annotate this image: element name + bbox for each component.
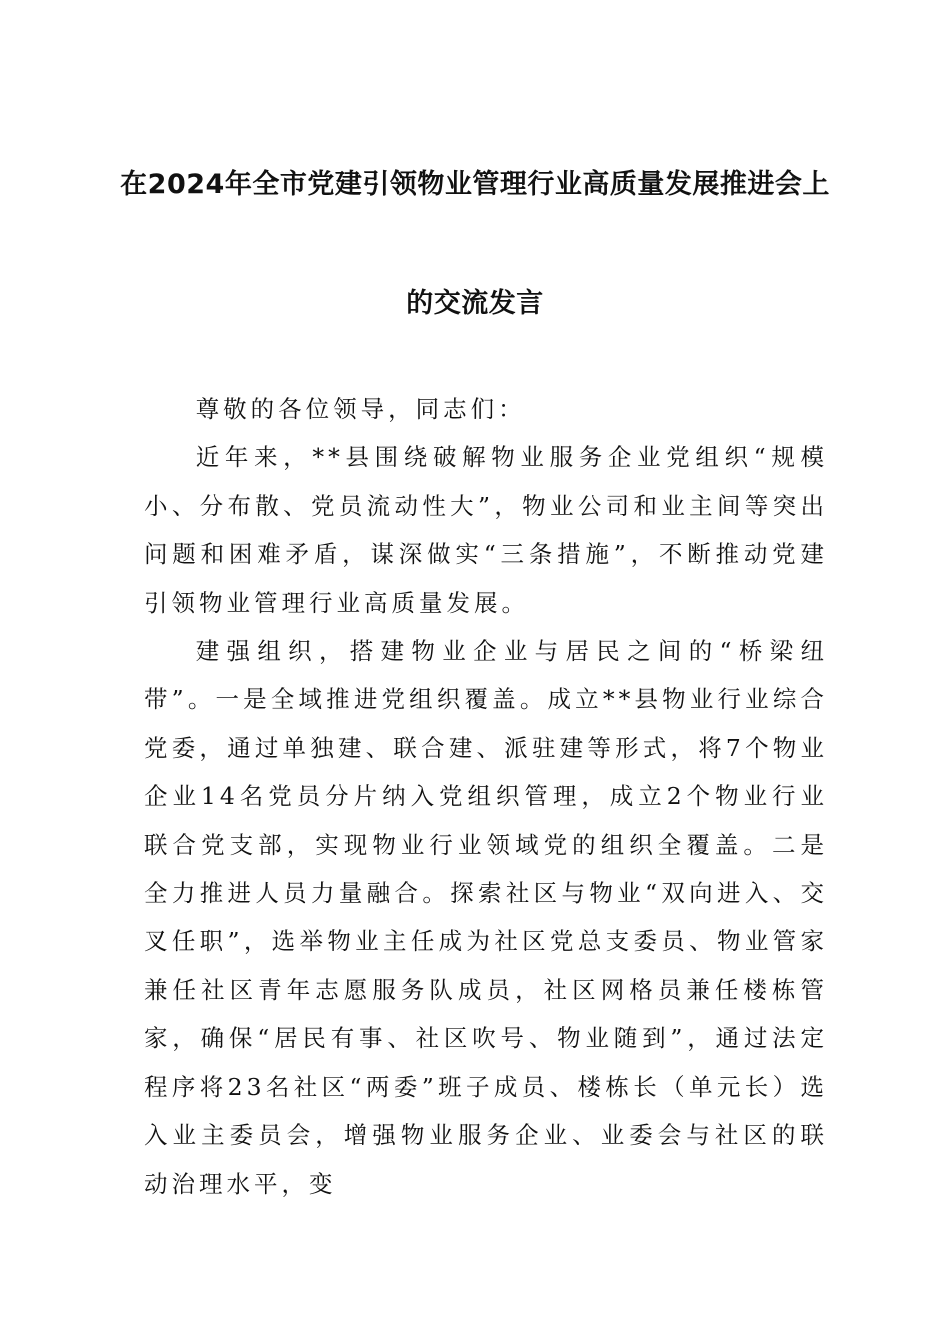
salutation: 尊敬的各位领导，同志们：: [195, 395, 526, 423]
paragraph-intro: 近年来，**县围绕破解物业服务企业党组织“规模小、分布散、党员流动性大”，物业公司和业主间等突出问题和困难矛盾，谋深做实“三条措施”，不断推动党建引领物业管理行业高质量发展。: [144, 443, 828, 617]
document-title-line-1: 在2024年全市党建引领物业管理行业高质量发展推进会上: [120, 169, 830, 200]
document-title-line-2: 的交流发言: [406, 288, 544, 319]
paragraph-organization: 建强组织，搭建物业企业与居民之间的“桥梁纽带”。一是全域推进党组织覆盖。成立**县物业行业综合党委，通过单独建、联合建、派驻建等形式，将7个物业企业14名党员分片纳入党组织管理，成立2个物业行业联合党支部，实现物业行业领域党的组织全覆盖。二是全力推进人员力量融合。探索社区与物业“双向进入、交叉任职”，选举物业主任成为社区党总支委员、物业管家兼任社区青年志愿服务队成员，社区网格员兼任楼栋管家，确保“居民有事、社区吹号、物业随到”，通过法定程序将23名社区“两委”班子成员、楼栋长（单元长）选入业主委员会，增强物业服务企业、业委会与社区的联动治理水平，变: [144, 637, 828, 1198]
document-body: [144, 385, 828, 1208]
